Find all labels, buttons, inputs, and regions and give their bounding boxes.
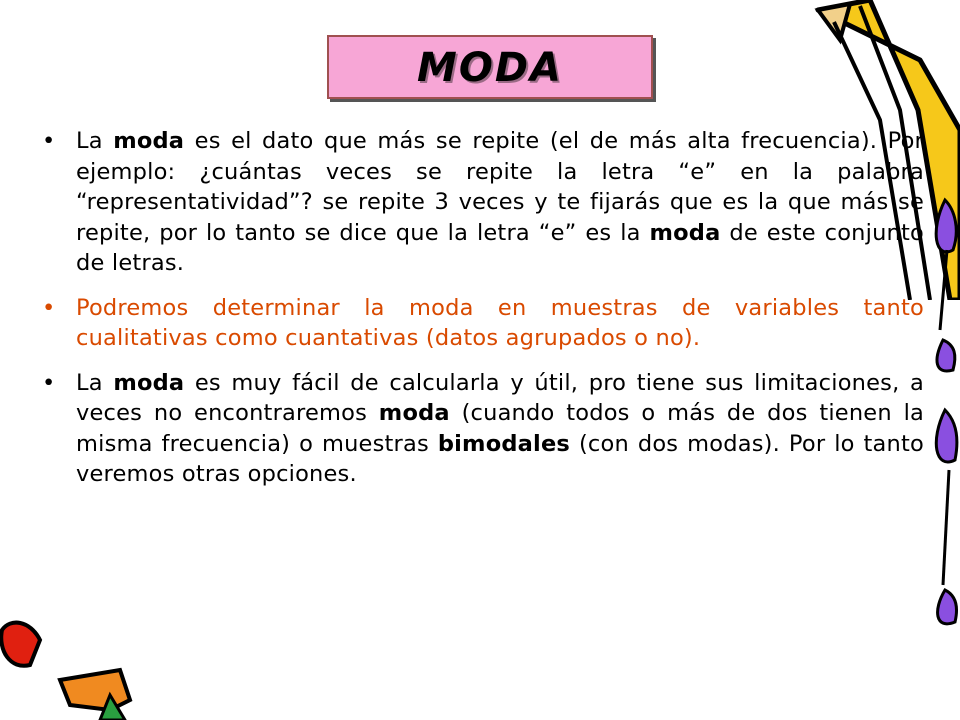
bullet-text xyxy=(76,370,924,488)
bullet-text xyxy=(76,295,924,352)
text-run: La xyxy=(76,128,114,154)
bold-term: bimodales xyxy=(437,430,571,457)
text-run: (cuando todos o más de dos tienen la misma frecuencia) o muestras xyxy=(76,400,925,457)
text-run: es muy fácil de calcularla y útil, pro tiene sus limitaciones, a veces no encontraremos xyxy=(76,369,924,426)
text-run: (con dos modas). Por lo tanto veremos otras opciones. xyxy=(76,430,924,487)
bullet-item xyxy=(40,293,924,354)
text-run: es el dato que más se repite (el de más alta frecuencia). Por ejemplo: ¿cuántas veces se repite la letra “e” en la palabra “representatividad”? se repite 3 veces y te fijarás que es la que más se repite, por lo tanto se dice que la letra “e” es la xyxy=(76,128,925,246)
bullet-list xyxy=(40,126,924,490)
bold-term: moda xyxy=(649,219,721,246)
title-box xyxy=(327,35,653,99)
bold-term: moda xyxy=(378,400,450,426)
bullet-dot: • xyxy=(42,294,56,321)
bullet-dot: • xyxy=(42,369,56,396)
bullet-item xyxy=(40,126,924,279)
crayon-icon xyxy=(0,610,140,720)
slide-title: MODA xyxy=(417,45,563,91)
bullet-item xyxy=(40,368,924,490)
text-run: Podremos determinar la moda en muestras de variables tanto cualitativas como cuantativas (datos agrupados o no). xyxy=(76,294,924,351)
text-run: de este conjunto de letras. xyxy=(76,219,924,276)
crayon-icon xyxy=(925,190,960,660)
bold-term: moda xyxy=(113,369,185,396)
bullet-dot: • xyxy=(42,128,56,154)
bullet-text xyxy=(76,128,924,276)
bold-term: moda xyxy=(113,128,185,154)
text-run: La xyxy=(76,369,114,396)
